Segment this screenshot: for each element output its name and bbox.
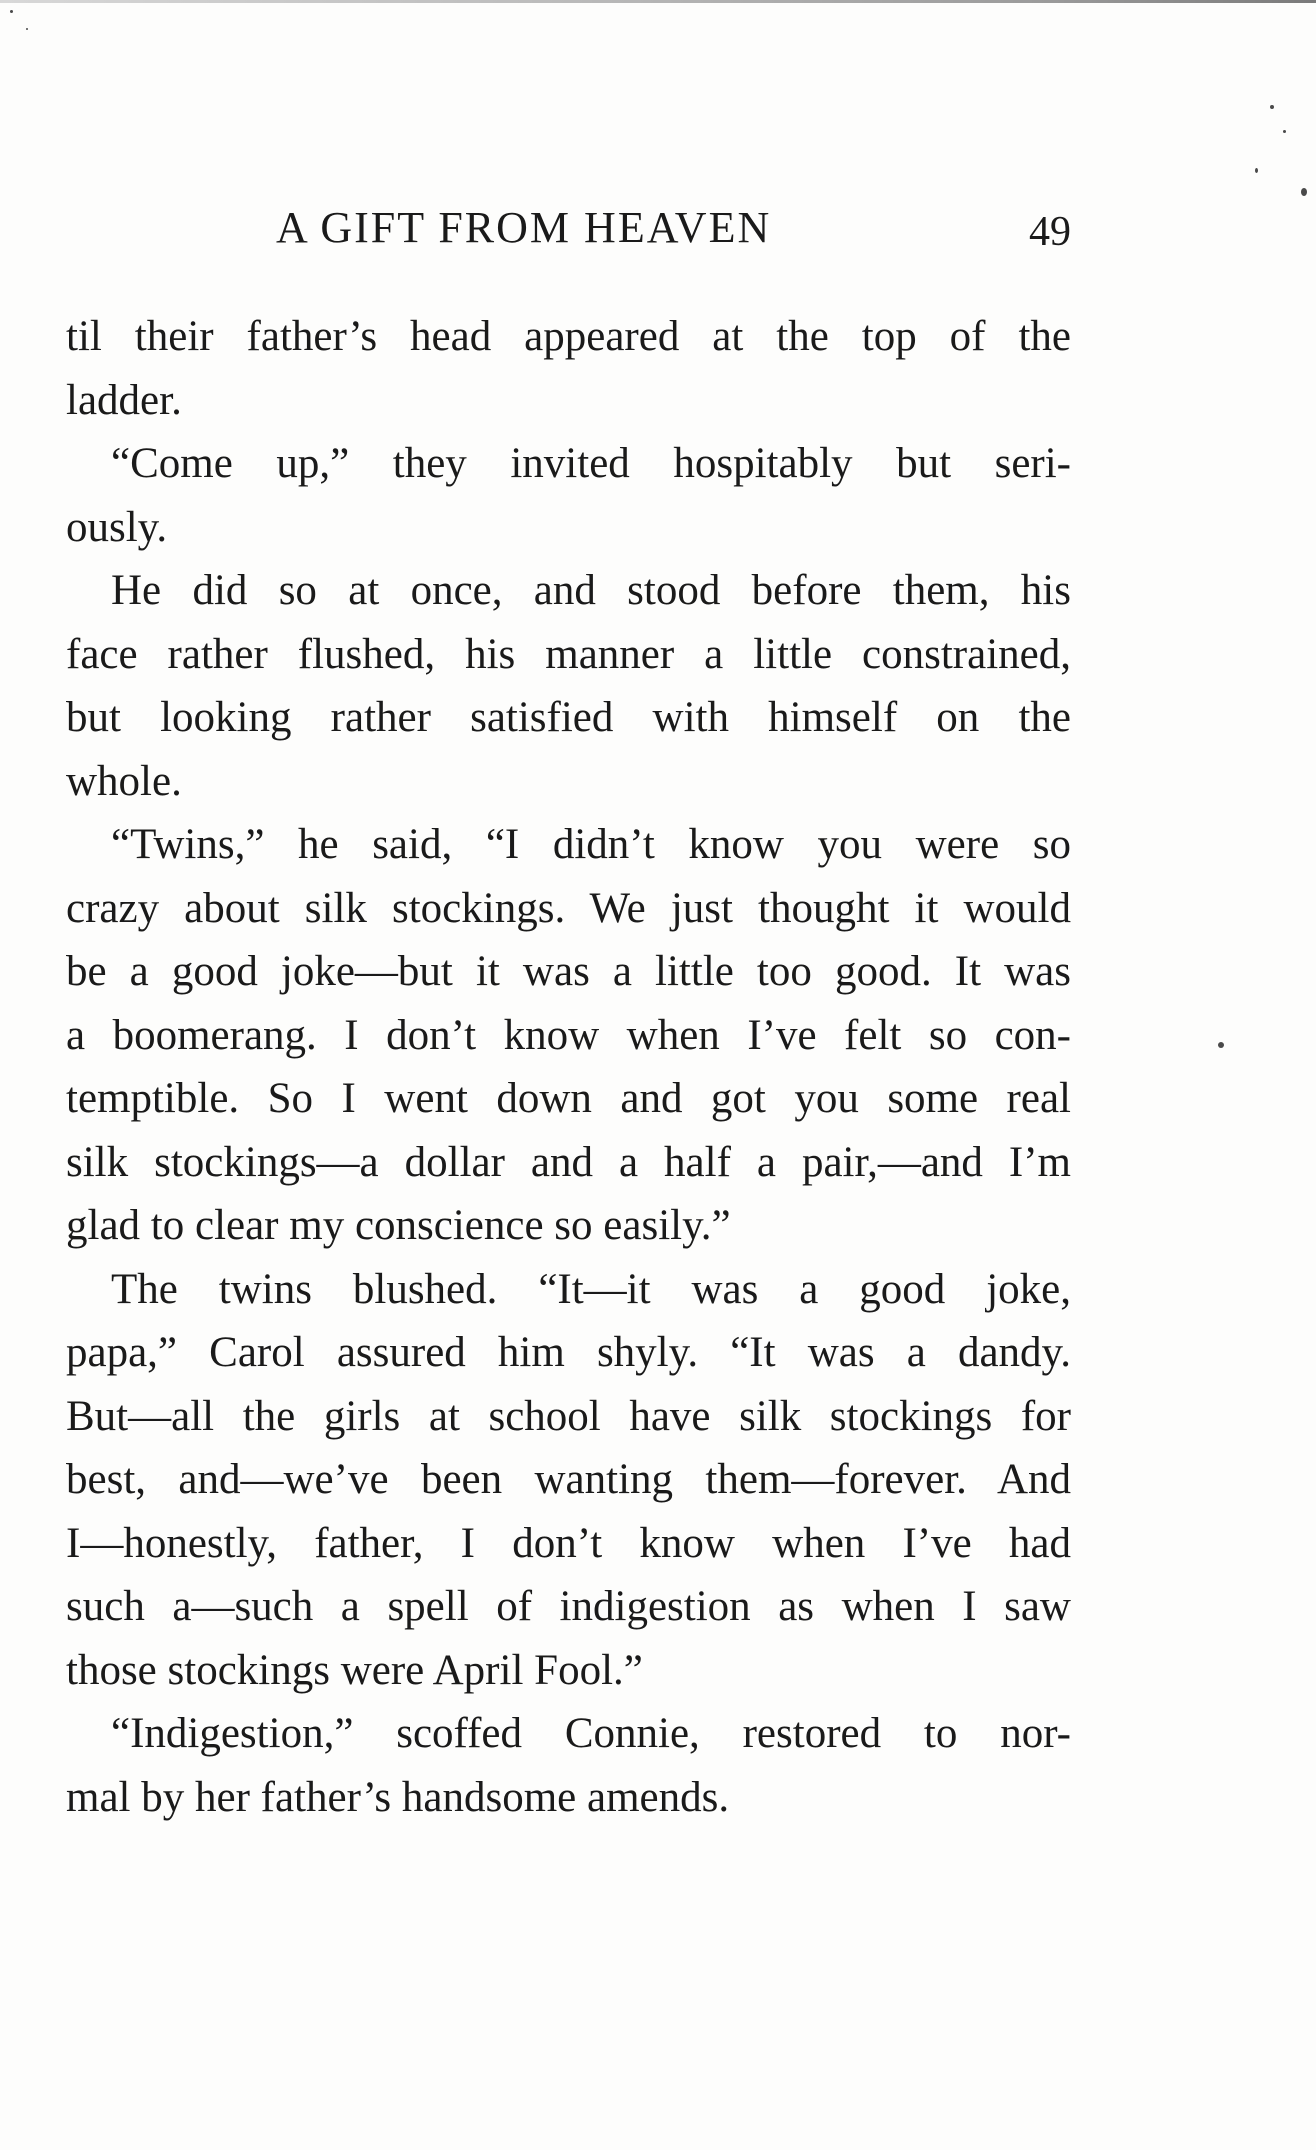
text-line: whole. (66, 757, 182, 805)
text-line: temptible. So I went down and got you some real (66, 1075, 1071, 1122)
text-line: The twins blushed. “It—it was a good joke, (111, 1265, 1071, 1313)
body-text (66, 305, 1071, 1829)
text-line: “Indigestion,” scoffed Connie, restored to nor- (111, 1710, 1071, 1757)
text-line: silk stockings—a dollar and a half a pair,—and I’m (66, 1138, 1071, 1186)
text-line: But—all the girls at school have silk stockings for (66, 1392, 1071, 1440)
page-number: 49 (1029, 209, 1071, 255)
text-line: such a—such a spell of indigestion as when I saw (66, 1583, 1071, 1630)
text-line: a boomerang. I don’t know when I’ve felt so con- (66, 1011, 1071, 1059)
text-line: ously. (66, 503, 168, 551)
text-line: mal by her father’s handsome amends. (66, 1773, 730, 1821)
speck-mark (1218, 1042, 1224, 1048)
text-line: be a good joke—but it was a little too good. It was (66, 948, 1071, 995)
text-line: “Twins,” he said, “I didn’t know you were so (111, 821, 1071, 868)
speck-mark (1301, 188, 1307, 196)
text-line: best, and—we’ve been wanting them—forever. And (66, 1456, 1071, 1503)
speck-mark (1270, 105, 1274, 109)
speck-mark (1255, 168, 1258, 173)
speck-mark (26, 28, 28, 30)
text-line: I—honestly, father, I don’t know when I’ve had (66, 1519, 1071, 1567)
text-line: those stockings were April Fool.” (66, 1646, 643, 1694)
text-line: glad to clear my conscience so easily.” (66, 1202, 731, 1249)
speck-mark (10, 10, 13, 13)
text-line: but looking rather satisfied with himself on the (66, 694, 1071, 741)
text-line: papa,” Carol assured him shyly. “It was a dandy. (66, 1329, 1071, 1376)
speck-mark (1283, 130, 1286, 133)
page-top-edge (0, 0, 1316, 3)
text-line: til their father’s head appeared at the top of the (66, 313, 1071, 360)
text-line: He did so at once, and stood before them, his (111, 567, 1071, 614)
text-line: face rather flushed, his manner a little constrained, (66, 630, 1071, 678)
text-line: crazy about silk stockings. We just thought it would (66, 884, 1071, 932)
text-line: ladder. (66, 376, 182, 424)
page-header (66, 198, 1071, 258)
running-title: A GIFT FROM HEAVEN (276, 203, 772, 252)
text-line: “Come up,” they invited hospitably but seri- (111, 440, 1071, 487)
